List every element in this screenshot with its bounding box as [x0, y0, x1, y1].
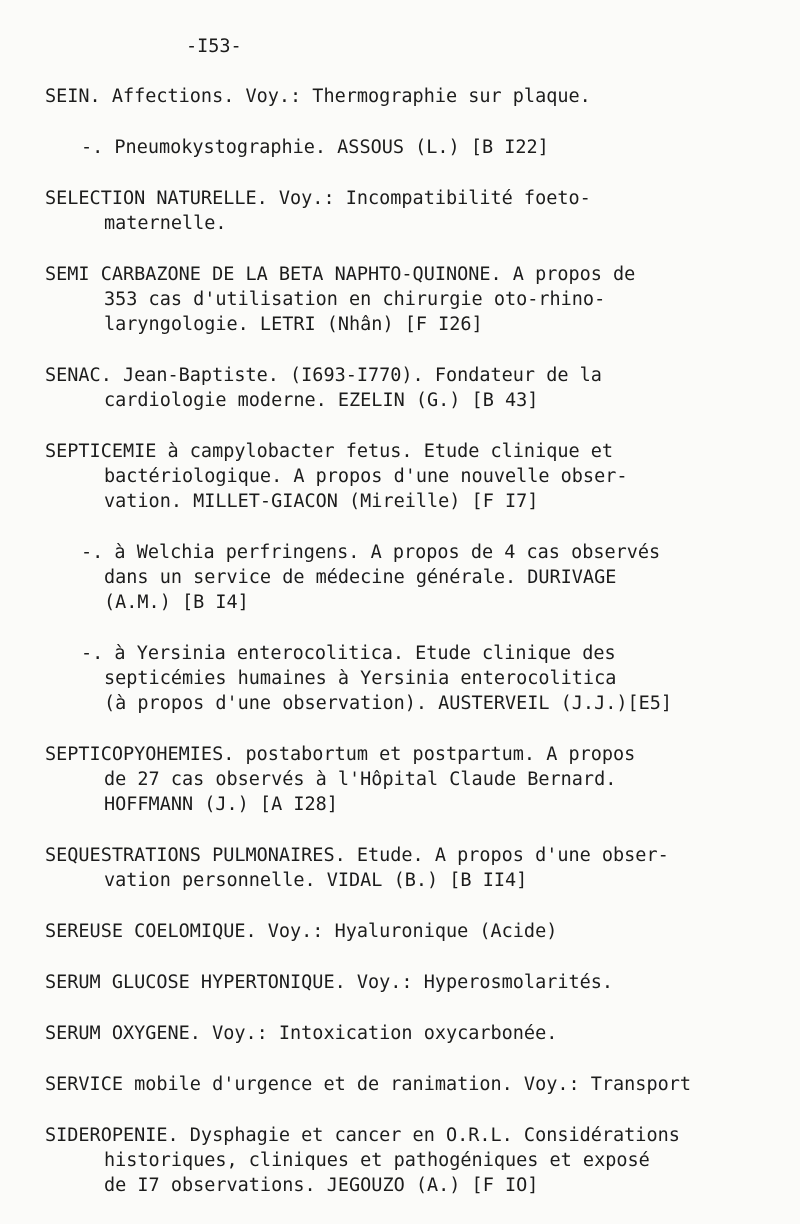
entry-heading-line: SERUM OXYGENE. Voy.: Intoxication oxycarbonée. [45, 1023, 558, 1044]
entry-continuation-line: dans un service de médecine générale. DURIVAGE [104, 567, 617, 588]
entry-continuation-line: vation. MILLET-GIACON (Mireille) [F I7] [104, 491, 539, 512]
entry-heading-line: SIDEROPENIE. Dysphagie et cancer en O.R.L. Considérations [45, 1125, 680, 1146]
entry-continuation-line: vation personnelle. VIDAL (B.) [B II4] [104, 870, 528, 891]
entry-continuation-line: de I7 observations. JEGOUZO (A.) [F IO] [104, 1175, 539, 1196]
entry-continuation-line: maternelle. [104, 213, 227, 234]
entry-continuation-line: (à propos d'une observation). AUSTERVEIL (J.J.)[E5] [104, 693, 673, 714]
index-subentry [45, 641, 764, 716]
entry-heading-line: SERVICE mobile d'urgence et de ranimation. Voy.: Transport [45, 1074, 692, 1095]
index-entry [45, 843, 764, 893]
index-entry [45, 970, 764, 995]
entry-heading-line: SEQUESTRATIONS PULMONAIRES. Etude. A propos d'une obser- [45, 845, 669, 866]
entry-heading-line: -. Pneumokystographie. ASSOUS (L.) [B I22] [81, 137, 549, 158]
entry-heading-line: -. à Yersinia enterocolitica. Etude clinique des [81, 643, 616, 664]
entry-heading-line: SENAC. Jean-Baptiste. (I693-I770). Fondateur de la [45, 365, 602, 386]
index-entry [45, 439, 764, 514]
entry-heading-line: SEMI CARBAZONE DE LA BETA NAPHTO-QUINONE. A propos de [45, 264, 636, 285]
index-entry [45, 186, 764, 236]
entry-continuation-line: laryngologie. LETRI (Nhân) [F I26] [104, 314, 483, 335]
index-entry [45, 1123, 764, 1198]
entry-heading-line: SEREUSE COELOMIQUE. Voy.: Hyaluronique (Acide) [45, 921, 558, 942]
index-entry [45, 1072, 764, 1097]
index-subentry [45, 540, 764, 615]
entry-heading-line: -. à Welchia perfringens. A propos de 4 cas observés [81, 542, 661, 563]
entry-continuation-line: bactériologique. A propos d'une nouvelle obser- [104, 466, 628, 487]
entry-heading-line: SERUM GLUCOSE HYPERTONIQUE. Voy.: Hyperosmolarités. [45, 972, 614, 993]
entry-continuation-line: HOFFMANN (J.) [A I28] [104, 794, 338, 815]
entry-continuation-line: 353 cas d'utilisation en chirurgie oto-rhino- [104, 289, 606, 310]
index-entry [45, 742, 764, 817]
index-entry [45, 262, 764, 337]
index-entry [45, 84, 764, 109]
entry-continuation-line: cardiologie moderne. EZELIN (G.) [B 43] [104, 390, 539, 411]
index-entry [45, 919, 764, 944]
index-entries [45, 84, 764, 1224]
entry-heading-line: SEIN. Affections. Voy.: Thermographie sur plaque. [45, 86, 591, 107]
index-entry [45, 1021, 764, 1046]
entry-continuation-line: de 27 cas observés à l'Hôpital Claude Bernard. [104, 769, 617, 790]
index-subentry [45, 135, 764, 160]
entry-heading-line: SEPTICOPYOHEMIES. postabortum et postpartum. A propos [45, 744, 636, 765]
index-entry [45, 363, 764, 413]
entry-heading-line: SELECTION NATURELLE. Voy.: Incompatibilité foeto- [45, 188, 591, 209]
page-number: -I53- [186, 36, 242, 57]
entry-heading-line: SEPTICEMIE à campylobacter fetus. Etude clinique et [45, 441, 614, 462]
entry-continuation-line: historiques, cliniques et pathogéniques et exposé [104, 1150, 650, 1171]
entry-continuation-line: septicémies humaines à Yersinia enterocolitica [104, 668, 617, 689]
entry-continuation-line: (A.M.) [B I4] [104, 592, 249, 613]
